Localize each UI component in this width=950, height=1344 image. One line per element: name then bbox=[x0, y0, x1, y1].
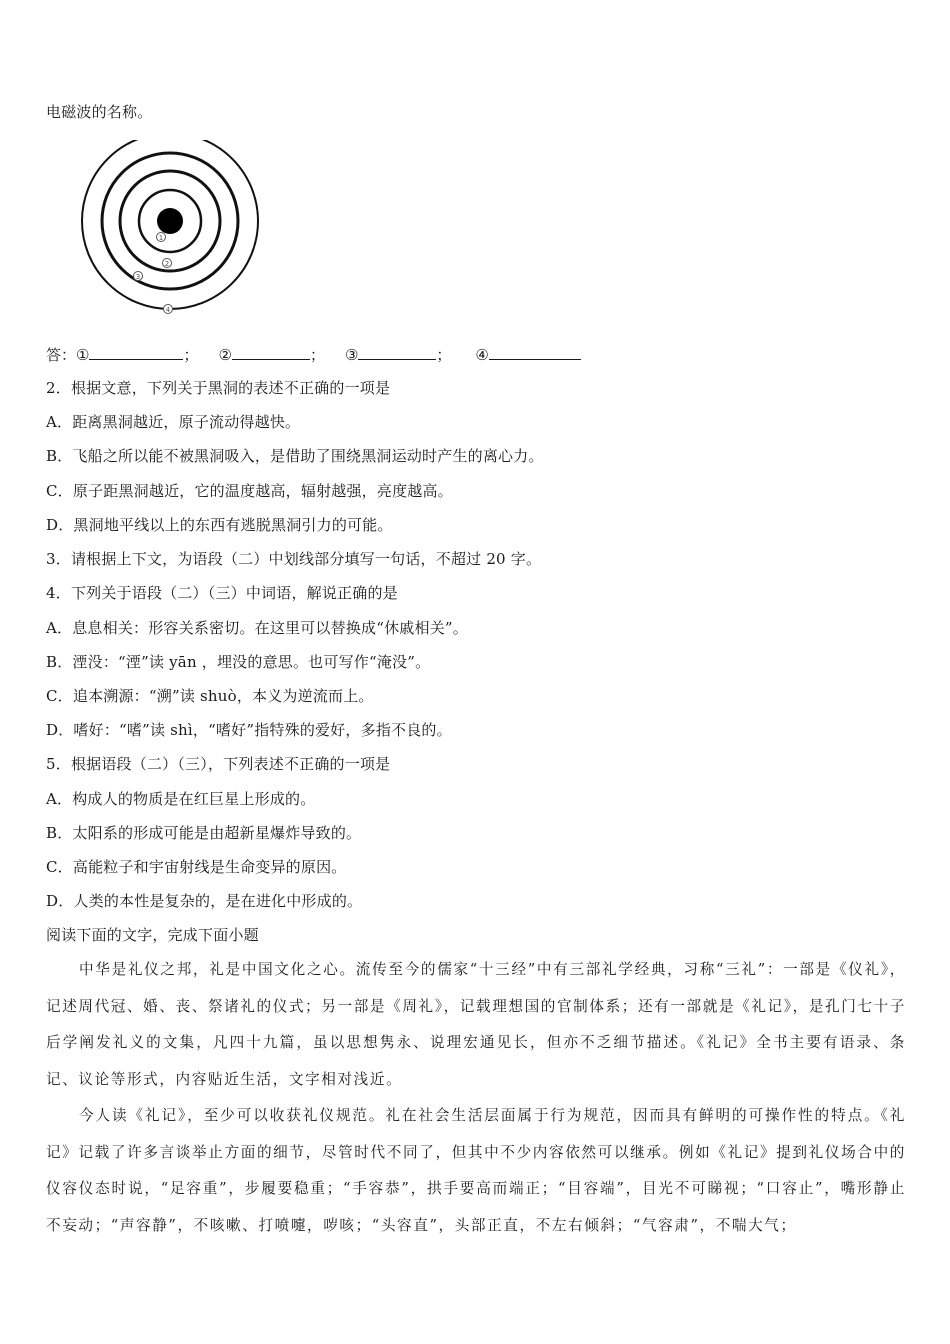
question-2-stem: 2．根据文意，下列关于黑洞的表述不正确的一项是 bbox=[46, 379, 391, 397]
svg-text:2: 2 bbox=[164, 260, 170, 268]
question-2-option-b: B．飞船之所以能不被黑洞吸入，是借助了围绕黑洞运动时产生的离心力。 bbox=[46, 447, 544, 465]
question-5-option-d: D．人类的本性是复杂的，是在进化中形成的。 bbox=[46, 892, 363, 910]
reading-passage bbox=[46, 952, 906, 1244]
intro-tail-text: 电磁波的名称。 bbox=[46, 103, 153, 121]
concentric-rings-icon bbox=[80, 140, 265, 325]
answer-slot-2 bbox=[218, 344, 324, 365]
svg-text:4: 4 bbox=[165, 306, 171, 314]
answer-slot-label: ① bbox=[76, 346, 90, 364]
black-hole-rings-figure bbox=[80, 140, 265, 325]
answer-slot-1 bbox=[76, 344, 198, 365]
svg-text:1: 1 bbox=[158, 234, 164, 242]
answer-separator: ； bbox=[183, 346, 199, 364]
svg-text:3: 3 bbox=[135, 273, 141, 281]
question-5-stem: 5．根据语段（二）（三），下列表述不正确的一项是 bbox=[46, 755, 391, 773]
answer-slot-label: ④ bbox=[475, 346, 489, 364]
answer-blank-3[interactable] bbox=[358, 344, 436, 360]
question-4-option-b: B．湮没：“湮”读 yān ，埋没的意思。也可写作“淹没”。 bbox=[46, 653, 431, 671]
question-2-option-c: C．原子距黑洞越近，它的温度越高，辐射越强，亮度越高。 bbox=[46, 482, 453, 500]
answer-blanks-row bbox=[46, 344, 581, 365]
answer-separator: ； bbox=[436, 346, 452, 364]
question-2-option-d: D．黑洞地平线以上的东西有逃脱黑洞引力的可能。 bbox=[46, 516, 393, 534]
question-4-option-d: D．嗜好：“嗜”读 shì，“嗜好”指特殊的爱好，多指不良的。 bbox=[46, 721, 452, 739]
question-4-stem: 4．下列关于语段（二）（三）中词语，解说正确的是 bbox=[46, 584, 398, 602]
answer-prefix: 答： bbox=[46, 346, 77, 364]
answer-slot-label: ② bbox=[218, 346, 232, 364]
answer-blank-1[interactable] bbox=[89, 344, 183, 360]
question-5-option-c: C．高能粒子和宇宙射线是生命变异的原因。 bbox=[46, 858, 347, 876]
passage-paragraph-2: 今人读《礼记》，至少可以收获礼仪规范。礼在社会生活层面属于行为规范，因而具有鲜明的可操作性的特点。《礼记》记载了许多言谈举止方面的细节，尽管时代不同了，但其中不少内容依然可以继承。例如《礼记》提到礼仪场合中的仪容仪态时说，“足容重”，步履要稳重；“手容恭”，拱手要高而端正；“目容端”，目光不可睇视；“口容止”，嘴形静止不妄动；“声容静”，不咳嗽、打喷嚏，哕咳；“头容直”，头部正直，不左右倾斜；“气容肃”，不喘大气； bbox=[46, 1107, 906, 1234]
answer-slot-label: ③ bbox=[344, 346, 359, 364]
answer-blank-4[interactable] bbox=[489, 344, 581, 360]
answer-separator: ； bbox=[309, 346, 325, 364]
question-2-option-a: A．距离黑洞越近，原子流动得越快。 bbox=[46, 413, 301, 431]
question-5-option-b: B．太阳系的形成可能是由超新星爆炸导致的。 bbox=[46, 824, 362, 842]
answer-blank-2[interactable] bbox=[232, 344, 310, 360]
passage-paragraph-1: 中华是礼仪之邦，礼是中国文化之心。流传至今的儒家“十三经”中有三部礼学经典，习称“三礼”：一部是《仪礼》，记述周代冠、婚、丧、祭诸礼的仪式；另一部是《周礼》，记载理想国的官制体系；还有一部就是《礼记》，是孔门七十子后学阐发礼义的文集，凡四十九篇，虽以思想隽永、说理宏通见长，但亦不乏细节描述。《礼记》全书主要有语录、条记、议论等形式，内容贴近生活，文字相对浅近。 bbox=[46, 961, 906, 1088]
question-5-option-a: A．构成人的物质是在红巨星上形成的。 bbox=[46, 790, 316, 808]
question-4-option-c: C．追本溯源：“溯”读 shuò，本义为逆流而上。 bbox=[46, 687, 374, 705]
reading-instruction: 阅读下面的文字，完成下面小题 bbox=[46, 926, 259, 944]
answer-slot-4 bbox=[475, 344, 580, 365]
answer-slot-3 bbox=[345, 344, 451, 365]
question-4-option-a: A．息息相关：形容关系密切。在这里可以替换成“休戚相关”。 bbox=[46, 619, 468, 637]
question-3-stem: 3．请根据上下文，为语段（二）中划线部分填写一句话，不超过 20 字。 bbox=[46, 550, 542, 568]
